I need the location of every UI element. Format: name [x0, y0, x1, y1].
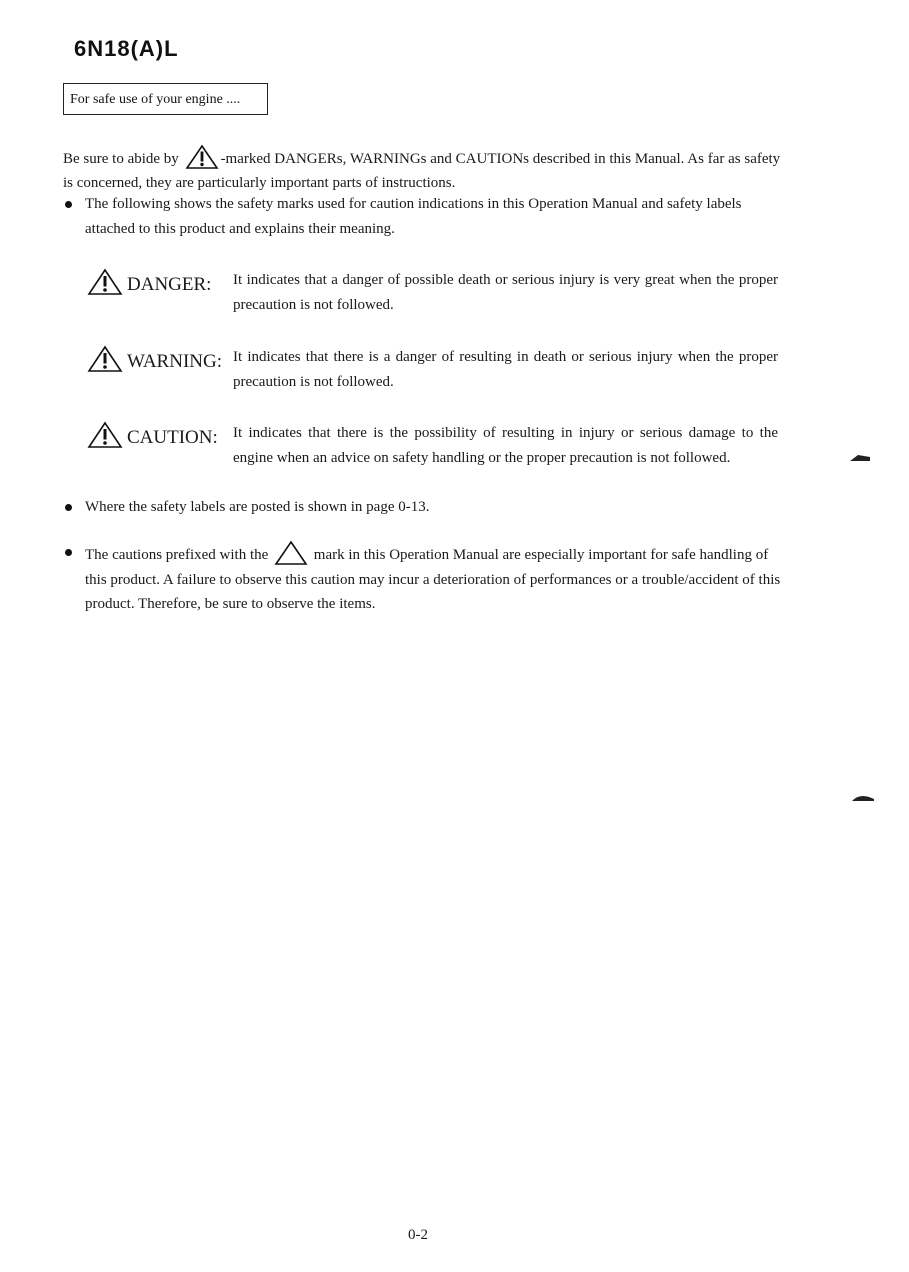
caution-label-group [87, 421, 218, 450]
caution-label: CAUTION: [127, 427, 218, 448]
warning-triangle-icon [87, 421, 123, 449]
bullet-dot [65, 504, 72, 511]
cautions-text-before: The cautions prefixed with the [85, 547, 269, 563]
model-title: 6N18(A)L [74, 36, 179, 61]
list-item [65, 495, 781, 520]
bullet-text [85, 540, 781, 617]
caution-description: It indicates that there is the possibility of resulting in injury or serious damage to the engine when an advice on safety handling or the proper precaution is not followed. [233, 425, 778, 466]
warning-triangle-icon [185, 144, 219, 170]
bullet-text: The following shows the safety marks used for caution indications in this Operation Manual and safety labels attached to this product and explains their meaning. [85, 196, 742, 237]
section-title: For safe use of your engine .... [70, 92, 241, 107]
bullet-dot [65, 549, 72, 556]
scan-edge-mark [850, 454, 870, 462]
list-item [65, 192, 781, 241]
section-title-box [63, 83, 268, 115]
warning-label-group [87, 345, 222, 374]
intro-text-before: Be sure to abide by [63, 151, 179, 167]
warning-triangle-icon [87, 268, 123, 296]
danger-label: DANGER: [127, 274, 212, 295]
list-item [65, 540, 781, 617]
bullet-text: Where the safety labels are posted is shown in page 0-13. [85, 499, 430, 515]
bullet-dot [65, 201, 72, 208]
danger-description: It indicates that a danger of possible death or serious injury is very great when the proper precaution is not followed. [233, 272, 778, 313]
triangle-icon [274, 540, 308, 566]
intro-text-after: -marked DANGERs, WARNINGs and CAUTIONs described in this Manual. As far as safety is concerned, they are particularly important parts of instructions. [63, 151, 781, 191]
intro-paragraph [63, 144, 783, 195]
warning-description: It indicates that there is a danger of resulting in death or serious injury when the proper precaution is not followed. [233, 349, 778, 390]
cautions-text-after: mark in this Operation Manual are especially important for safe handling of this product. A failure to observe this caution may incur a deterioration of performances or a trouble/accident of this product. Therefore, be sure to observe the items. [85, 547, 781, 612]
page-number: 0-2 [408, 1227, 428, 1243]
warning-triangle-icon [87, 345, 123, 373]
warning-label: WARNING: [127, 351, 222, 372]
scan-edge-mark [852, 792, 874, 802]
danger-label-group [87, 268, 211, 297]
